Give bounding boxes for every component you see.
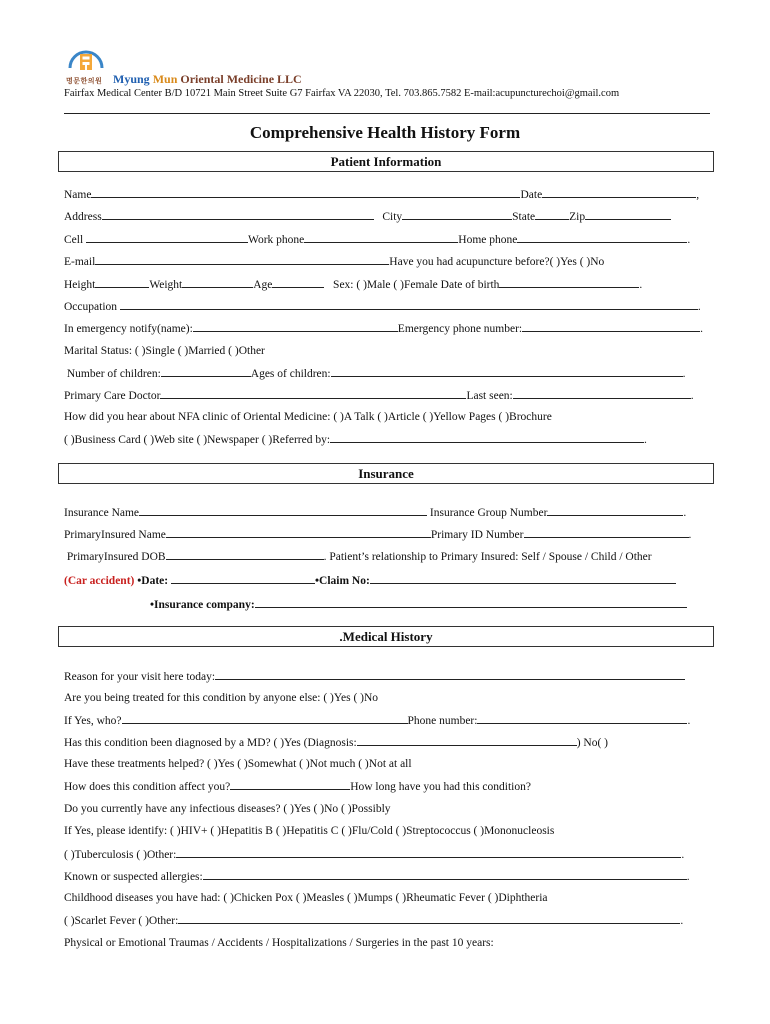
section-insurance: Insurance xyxy=(58,463,714,484)
row-reason: Reason for your visit here today: xyxy=(64,668,712,684)
cell-field[interactable] xyxy=(86,231,248,243)
row-insurance-name: Insurance Name Insurance Group Number . xyxy=(64,504,712,520)
row-allergies: Known or suspected allergies: . xyxy=(64,868,712,884)
header-divider xyxy=(64,113,710,114)
clinic-logo-icon xyxy=(66,46,106,78)
state-field[interactable] xyxy=(535,208,569,220)
row-traumas: Physical or Emotional Traumas / Accidents / Hospitalizations / Surgeries in the past 10 years: xyxy=(64,937,494,949)
row-treated: Are you being treated for this condition by anyone else: ( )Yes ( )No xyxy=(64,692,379,704)
row-diagnosed: Has this condition been diagnosed by a MD? ( )Yes (Diagnosis: ) No( ) xyxy=(64,734,712,750)
weight-field[interactable] xyxy=(182,276,253,288)
row-car-accident: (Car accident) •Date: •Claim No: xyxy=(64,572,712,588)
age-field[interactable] xyxy=(272,276,324,288)
primary-id-field[interactable] xyxy=(524,526,689,538)
row-identify: If Yes, please identify: ( )HIV+ ( )Hepatitis B ( )Hepatitis C ( )Flu/Cold ( )Streptococcus ( )Mononucleosis xyxy=(64,825,555,837)
row-address: Address City State Zip xyxy=(64,208,712,224)
row-hear-about: How did you hear about NFA clinic of Oriental Medicine: ( )A Talk ( )Article ( )Yellow Pages ( )Brochure xyxy=(64,411,552,423)
num-children-field[interactable] xyxy=(161,365,251,377)
primary-dob-field[interactable] xyxy=(166,548,324,560)
row-children: Number of children: Ages of children: . xyxy=(64,365,712,381)
row-body: Height Weight Age Sex: ( )Male ( )Female Date of birth . xyxy=(64,276,712,292)
row-marital: Marital Status: ( )Single ( )Married ( )Other xyxy=(64,345,265,357)
email-field[interactable] xyxy=(95,253,389,265)
insurance-name-field[interactable] xyxy=(139,504,427,516)
row-scarlet: ( )Scarlet Fever ( )Other: . xyxy=(64,912,712,928)
section-medical-history: .Medical History xyxy=(58,626,714,647)
row-occupation: Occupation . xyxy=(64,298,712,314)
emergency-phone-field[interactable] xyxy=(522,320,700,332)
diagnosis-field[interactable] xyxy=(357,734,577,746)
insurance-group-field[interactable] xyxy=(547,504,683,516)
row-phones: Cell Work phone Home phone . xyxy=(64,231,712,247)
row-emergency: In emergency notify(name): Emergency phone number: . xyxy=(64,320,712,336)
acupuncture-question: Have you had acupuncture before?( )Yes ( )No xyxy=(389,256,605,268)
treater-phone-field[interactable] xyxy=(477,712,687,724)
emergency-name-field[interactable] xyxy=(193,320,398,332)
row-primary-insured: PrimaryInsured Name Primary ID Number . xyxy=(64,526,712,542)
row-helped: Have these treatments helped? ( )Yes ( )Somewhat ( )Not much ( )Not at all xyxy=(64,758,412,770)
company-name: Myung Mun Oriental Medicine LLC xyxy=(113,72,302,86)
accident-date-field[interactable] xyxy=(171,572,315,584)
primary-insured-name-field[interactable] xyxy=(166,526,431,538)
row-name-date: Name Date , xyxy=(64,186,712,202)
row-childhood: Childhood diseases you have had: ( )Chicken Pox ( )Measles ( )Mumps ( )Rheumatic Fever ( )Diphtheria xyxy=(64,892,548,904)
date-field[interactable] xyxy=(542,186,696,198)
last-seen-field[interactable] xyxy=(513,387,691,399)
form-title: Comprehensive Health History Form xyxy=(249,123,521,142)
work-phone-field[interactable] xyxy=(304,231,458,243)
reason-field[interactable] xyxy=(215,668,685,680)
row-infectious: Do you currently have any infectious diseases? ( )Yes ( )No ( )Possibly xyxy=(64,803,391,815)
section-patient-information: Patient Information xyxy=(58,151,714,172)
row-insurance-company: •Insurance company: xyxy=(150,596,710,612)
claim-no-field[interactable] xyxy=(370,572,676,584)
allergies-field[interactable] xyxy=(203,868,687,880)
occupation-field[interactable] xyxy=(120,298,698,310)
insurance-company-field[interactable] xyxy=(255,596,687,608)
row-pcp: Primary Care Doctor Last seen: . xyxy=(64,387,712,403)
company-hangul-name: 명문한의원 xyxy=(66,77,103,85)
row-hear-about-2: ( )Business Card ( )Web site ( )Newspaper ( )Referred by: . xyxy=(64,431,712,447)
referred-by-field[interactable] xyxy=(330,431,644,443)
infectious-other-field[interactable] xyxy=(176,846,681,858)
childhood-other-field[interactable] xyxy=(178,912,680,924)
company-address: Fairfax Medical Center B/D 10721 Main Street Suite G7 Fairfax VA 22030, Tel. 703.865.7582 E-mail:acupuncturechoi@gmail.com xyxy=(64,88,620,99)
height-field[interactable] xyxy=(95,276,149,288)
name-field[interactable] xyxy=(91,186,520,198)
row-email: E-mail Have you had acupuncture before?( )Yes ( )No xyxy=(64,253,712,269)
affect-field[interactable] xyxy=(230,778,350,790)
row-affect: How does this condition affect you? How long have you had this condition? xyxy=(64,778,712,794)
zip-field[interactable] xyxy=(585,208,671,220)
car-accident-label: (Car accident) xyxy=(64,575,135,587)
city-field[interactable] xyxy=(402,208,512,220)
home-phone-field[interactable] xyxy=(517,231,687,243)
row-primary-dob: PrimaryInsured DOB . Patient’s relationship to Primary Insured: Self / Spouse / Child / Other xyxy=(64,548,712,564)
who-field[interactable] xyxy=(122,712,408,724)
pcp-field[interactable] xyxy=(160,387,466,399)
address-field[interactable] xyxy=(102,208,374,220)
row-who: If Yes, who? Phone number: . xyxy=(64,712,712,728)
dob-field[interactable] xyxy=(499,276,639,288)
ages-children-field[interactable] xyxy=(331,365,683,377)
row-tuberculosis: ( )Tuberculosis ( )Other: . xyxy=(64,846,712,862)
